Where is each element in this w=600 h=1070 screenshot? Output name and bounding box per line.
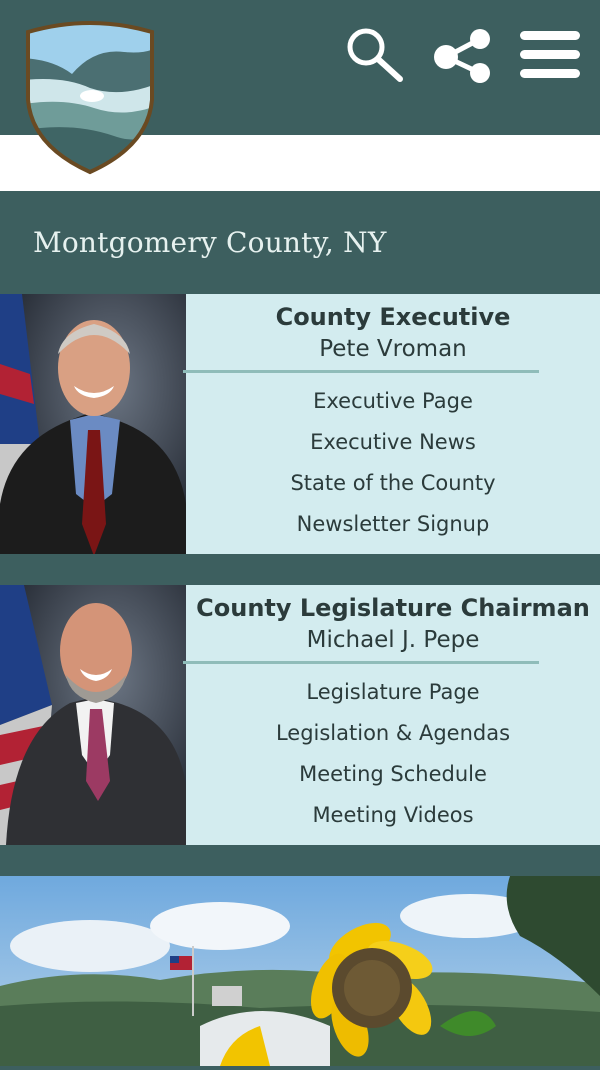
legislature-card bbox=[0, 585, 600, 845]
executive-info bbox=[186, 294, 600, 554]
share-icon[interactable] bbox=[432, 27, 494, 87]
county-shield-logo[interactable] bbox=[24, 18, 156, 176]
chairman-name: Michael J. Pepe bbox=[306, 627, 480, 653]
meeting-videos-link[interactable]: Meeting Videos bbox=[312, 803, 474, 827]
title-bar bbox=[0, 191, 600, 294]
chairman-photo bbox=[0, 585, 186, 845]
executive-role: County Executive bbox=[275, 303, 511, 331]
chairman-role: County Legislature Chairman bbox=[196, 594, 590, 622]
banner-image bbox=[0, 876, 600, 1066]
site-header bbox=[0, 0, 600, 135]
executive-name: Pete Vroman bbox=[319, 336, 467, 362]
legislature-page-link[interactable]: Legislature Page bbox=[306, 680, 480, 704]
meeting-schedule-link[interactable]: Meeting Schedule bbox=[299, 762, 487, 786]
executive-page-link[interactable]: Executive Page bbox=[313, 389, 473, 413]
executive-photo bbox=[0, 294, 186, 554]
search-icon[interactable] bbox=[344, 26, 406, 88]
state-of-county-link[interactable]: State of the County bbox=[290, 471, 496, 495]
menu-icon[interactable] bbox=[520, 29, 580, 85]
executive-card bbox=[0, 294, 600, 554]
divider bbox=[183, 370, 539, 373]
site-title[interactable]: Montgomery County, NY bbox=[33, 226, 387, 259]
section-gap bbox=[0, 554, 600, 585]
chairman-info bbox=[186, 585, 600, 845]
section-gap bbox=[0, 845, 600, 876]
divider bbox=[183, 661, 539, 664]
legislation-agendas-link[interactable]: Legislation & Agendas bbox=[275, 721, 511, 745]
newsletter-signup-link[interactable]: Newsletter Signup bbox=[296, 512, 490, 536]
executive-news-link[interactable]: Executive News bbox=[310, 430, 476, 454]
